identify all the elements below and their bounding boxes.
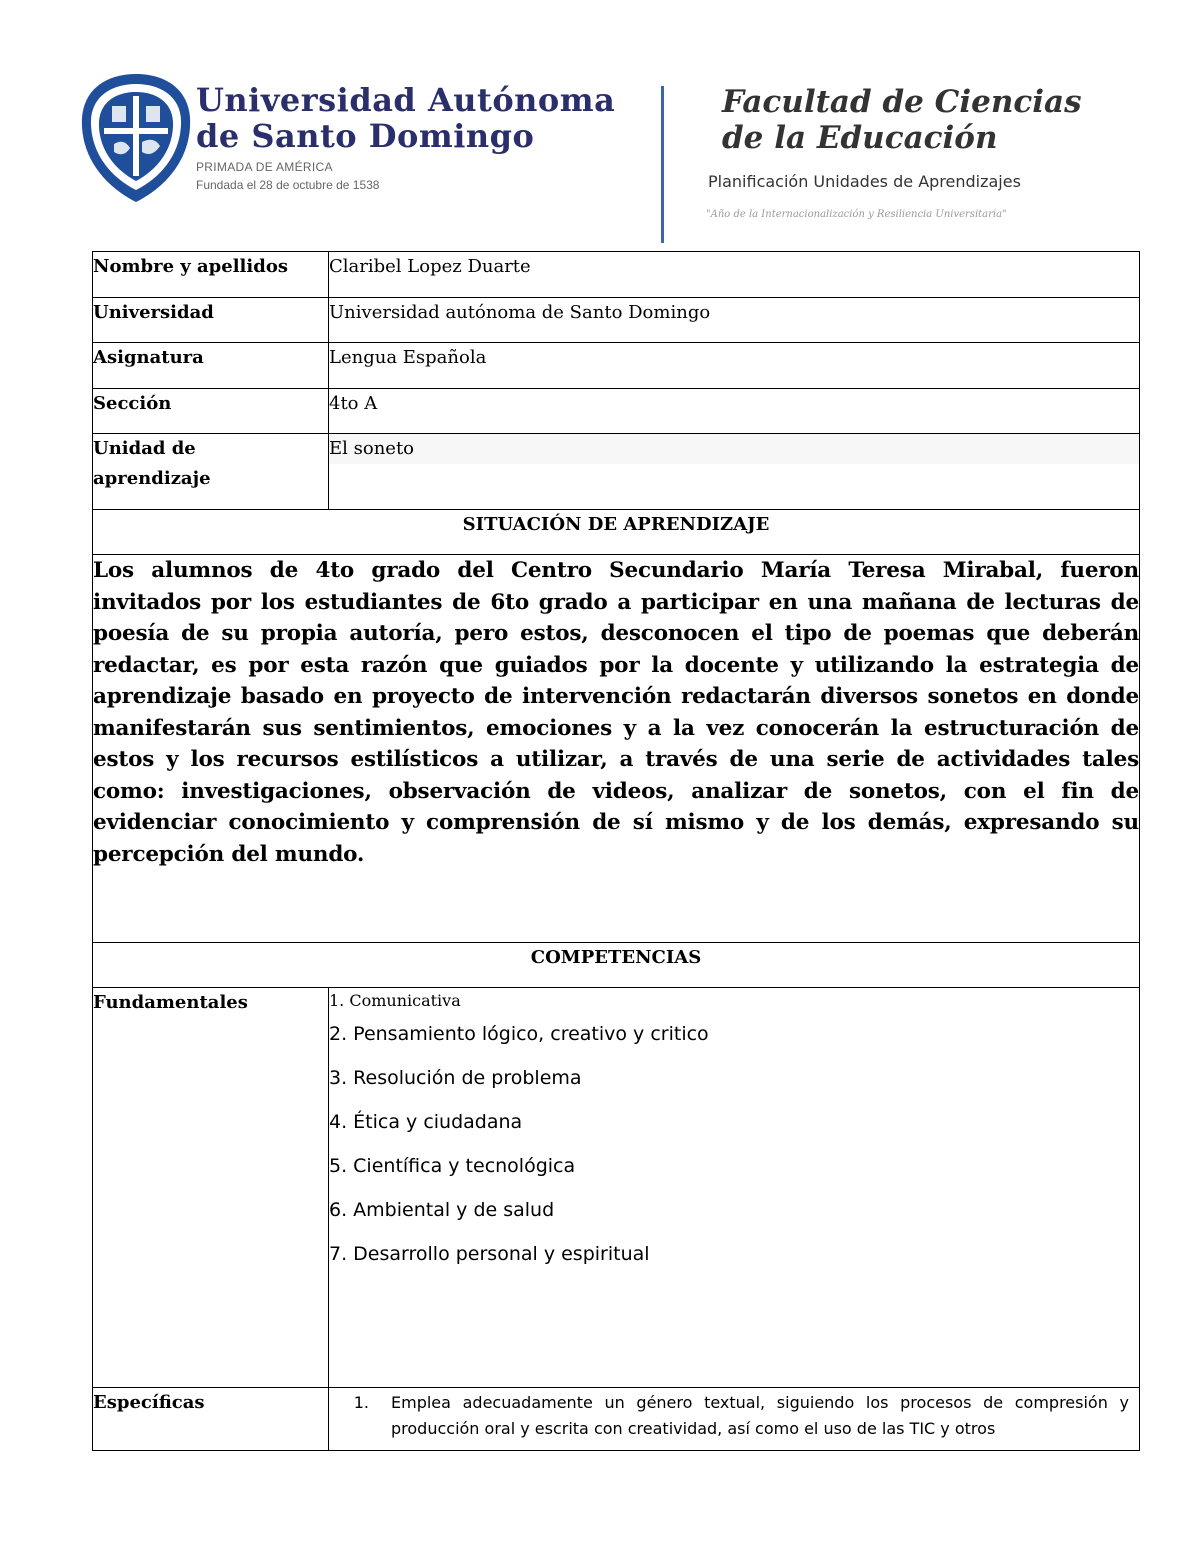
- table-row: [93, 988, 1140, 1388]
- list-item: 5. Científica y tecnológica: [329, 1155, 576, 1177]
- list-item: 6. Ambiental y de salud: [329, 1199, 555, 1221]
- table-row: [93, 555, 1140, 943]
- fundamentales-list: [329, 988, 1140, 1388]
- especificas-cell: [329, 1388, 1140, 1451]
- universidad-value: Universidad autónoma de Santo Domingo: [329, 298, 1140, 343]
- seccion-label: Sección: [93, 389, 329, 434]
- situacion-heading: SITUACIÓN DE APRENDIZAJE: [93, 510, 1140, 555]
- asignatura-label: Asignatura: [93, 343, 329, 389]
- document-header: [0, 0, 1200, 250]
- university-tagline: PRIMADA DE AMÉRICA: [196, 160, 333, 174]
- seccion-value: 4to A: [329, 389, 1140, 434]
- header-divider: [661, 86, 664, 243]
- table-row: [93, 510, 1140, 555]
- especificas-number: 1.: [353, 1393, 369, 1412]
- table-row: [93, 1388, 1140, 1451]
- table-row: [93, 298, 1140, 343]
- list-item: [329, 1388, 1139, 1442]
- university-founded: Fundada el 28 de octubre de 1538: [196, 178, 380, 192]
- asignatura-value: Lengua Española: [329, 343, 1140, 389]
- table-row: [93, 434, 1140, 510]
- unidad-value: El soneto: [329, 434, 1140, 510]
- especificas-text: Emplea adecuadamente un género textual, siguiendo los procesos de compresión y producción oral y escrita con creatividad, así como el uso de las TIC y otros: [391, 1393, 1129, 1438]
- list-item: 3. Resolución de problema: [329, 1067, 582, 1089]
- table-row: [93, 943, 1140, 988]
- fundamentales-label: Fundamentales: [93, 988, 329, 1388]
- list-item: 4. Ética y ciudadana: [329, 1111, 523, 1133]
- table-row: [93, 252, 1140, 298]
- table-row: [93, 343, 1140, 389]
- table-row: [93, 389, 1140, 434]
- nombre-label: Nombre y apellidos: [93, 252, 329, 298]
- especificas-label: Específicas: [93, 1388, 329, 1451]
- competencias-heading: COMPETENCIAS: [93, 943, 1140, 988]
- faculty-name: Facultad de Ciencias de la Educación: [722, 84, 1082, 156]
- nombre-value: Claribel Lopez Duarte: [329, 252, 1140, 298]
- university-name: Universidad Autónoma de Santo Domingo: [196, 81, 616, 155]
- planning-table: [92, 251, 1140, 1451]
- situacion-text: Los alumnos de 4to grado del Centro Secundario María Teresa Mirabal, fueron invitados por los estudiantes de 6to grado a participar en una mañana de lecturas de poesía de su propia autoría, pero estos, desconocen el tipo de poemas que deberán redactar, es por esta razón que guiados por la docente y utilizando la estrategia de aprendizaje basado en proyecto de intervención redactarán diversos sonetos en donde manifestarán sus sentimientos, emociones y a la vez conocerán la estructuración de estos y los recursos estilísticos a utilizar, a través de una serie de actividades tales como: investigaciones, observación de videos, analizar de sonetos, con el fin de evidenciar conocimiento y comprensión de sí mismo y de los demás, expresando su percepción del mundo.: [93, 555, 1140, 943]
- list-item: 2. Pensamiento lógico, creativo y critico: [329, 1023, 709, 1045]
- universidad-label: Universidad: [93, 298, 329, 343]
- list-item: 1. Comunicativa: [329, 991, 461, 1010]
- year-motto: "Año de la Internacionalización y Resiliencia Universitaria": [706, 209, 1007, 220]
- list-item: 7. Desarrollo personal y espiritual: [329, 1243, 650, 1265]
- university-seal-icon: [80, 72, 192, 204]
- unidad-label: Unidad de aprendizaje: [93, 434, 329, 510]
- plan-title: Planificación Unidades de Aprendizajes: [708, 172, 1021, 191]
